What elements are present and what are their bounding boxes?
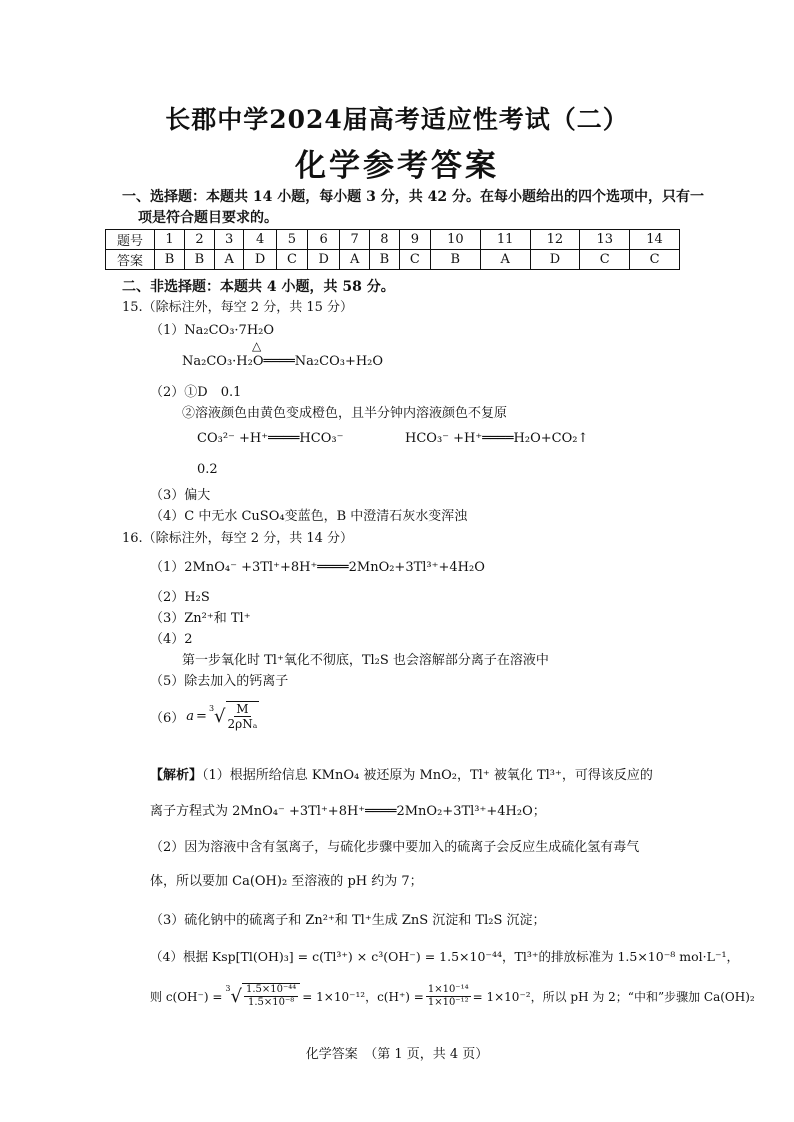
q16-part6-radicand (226, 701, 260, 731)
table-cell: 12 (530, 230, 580, 250)
q15-heat-condition: △ (252, 339, 262, 353)
q16-part6-numerator: M (236, 702, 249, 716)
analysis-calc-root-index: 3 (225, 983, 231, 993)
table-cell: 3 (214, 230, 243, 250)
table-cell: 13 (580, 230, 630, 250)
table-cell: 7 (340, 230, 369, 250)
q16-part6-root-index: 3 (208, 703, 215, 713)
exam-title: 长郡中学2024届高考适应性考试（二） (165, 105, 629, 134)
table-cell: B (184, 250, 214, 270)
table-cell: C (276, 250, 307, 270)
section2-instructions: 二、非选择题：本题共 4 小题，共 58 分。 (122, 279, 395, 295)
q16-part4-reason: 第一步氧化时 Tl⁺氧化不彻底，Tl₂S 也会溶解部分离子在溶液中 (182, 653, 549, 668)
q15-part3: （3）偏大 (150, 488, 211, 503)
analysis-calc-result1: = 1×10⁻¹²，c(H⁺) = (302, 989, 424, 1004)
section1-instructions-line2: 项是符合题目要求的。 (138, 210, 278, 226)
table-row-label: 答案 (106, 250, 155, 270)
q15-equation-b: HCO₃⁻ +H⁺════H₂O+CO₂↑ (405, 431, 589, 446)
analysis-part1-equation: 离子方程式为 2MnO₄⁻ +3Tl⁺+8H⁺════2MnO₂+3Tl³⁺+4H₂O； (150, 804, 546, 819)
table-cell: 5 (276, 230, 307, 250)
q16-part6-label: （6） (150, 710, 185, 726)
radical-icon: √ (214, 705, 226, 727)
q16-part6-denominator: 2ρNₐ (227, 717, 258, 731)
table-cell: C (630, 250, 680, 270)
q16-part3: （3）Zn²⁺和 Tl⁺ (150, 611, 251, 626)
table-cell: B (430, 250, 480, 270)
table-cell: A (340, 250, 369, 270)
q16-part6-equals: = (196, 708, 207, 724)
analysis-tag: 【解析】 (150, 768, 203, 783)
table-cell: 1 (155, 230, 185, 250)
table-cell: B (369, 250, 399, 270)
analysis-calc-den1: 1.5×10⁻⁸ (247, 997, 295, 1008)
answer-table (105, 229, 680, 270)
radical-icon: √ (230, 985, 242, 1007)
q16-header: 16.（除标注外，每空 2 分，共 14 分） (122, 531, 354, 546)
table-row-answers (106, 250, 680, 270)
table-cell: 8 (369, 230, 399, 250)
q16-part6-fraction (228, 702, 258, 731)
analysis-calc-fraction1 (244, 984, 298, 1009)
table-row-numbers (106, 230, 680, 250)
analysis-part2-cont: 体，所以要加 Ca(OH)₂ 至溶液的 pH 约为 7； (150, 874, 423, 889)
analysis-calc-fraction2 (426, 984, 471, 1009)
q15-part1: （1）Na₂CO₃·7H₂O (150, 323, 275, 338)
analysis-part3: （3）硫化钠中的硫离子和 Zn²⁺和 Tl⁺生成 ZnS 沉淀和 Tl₂S 沉淀； (150, 913, 546, 928)
table-cell: 9 (399, 230, 430, 250)
table-cell: 11 (480, 230, 530, 250)
analysis-part4-calc (150, 983, 755, 1009)
table-cell: 10 (430, 230, 480, 250)
analysis-line1 (150, 764, 653, 783)
q16-part1: （1）2MnO₄⁻ +3Tl⁺+8H⁺════2MnO₂+3Tl³⁺+4H₂O (150, 560, 485, 575)
table-cell: A (214, 250, 243, 270)
q15-header: 15.（除标注外，每空 2 分，共 15 分） (122, 300, 354, 315)
table-cell: C (399, 250, 430, 270)
section1-instructions-line1: 一、选择题：本题共 14 小题，每小题 3 分，共 42 分。在每小题给出的四个选项中，只有一 (122, 189, 704, 205)
analysis-calc-num2: 1×10⁻¹⁴ (427, 983, 469, 995)
table-cell: 14 (630, 230, 680, 250)
analysis-part2: （2）因为溶液中含有氢离子，与硫化步骤中要加入的硫离子会反应生成硫化氢有毒气 (150, 840, 640, 855)
table-cell: A (480, 250, 530, 270)
q15-part2: （2）①D 0.1 (150, 385, 242, 400)
q16-part6 (150, 701, 259, 731)
analysis-calc-prefix: 则 c(OH⁻) = (150, 989, 223, 1004)
q16-part5: （5）除去加入的钙离子 (150, 674, 289, 689)
analysis-calc-radicand (242, 983, 300, 1009)
table-cell: C (580, 250, 630, 270)
q15-value: 0.2 (197, 462, 218, 477)
analysis-part1: （1）根据所给信息 KMnO₄ 被还原为 MnO₂，Tl⁺ 被氧化 Tl³⁺，可得该反应的 (202, 768, 653, 783)
q16-part6-variable: a (186, 708, 195, 724)
table-cell: B (155, 250, 185, 270)
table-cell: D (244, 250, 276, 270)
table-cell: D (307, 250, 339, 270)
table-cell: D (530, 250, 580, 270)
table-cell: 2 (184, 230, 214, 250)
table-cell: 4 (244, 230, 276, 250)
q15-equation-a: CO₃²⁻ +H⁺════HCO₃⁻ (197, 431, 344, 446)
q15-part2-endpoint: ②溶液颜色由黄色变成橙色，且半分钟内溶液颜色不复原 (182, 406, 508, 421)
table-row-label: 题号 (106, 230, 155, 250)
analysis-calc-result2: = 1×10⁻²，所以 pH 为 2；“中和”步骤加 Ca(OH)₂ (472, 989, 755, 1004)
analysis-part4: （4）根据 Ksp[Tl(OH)₃] = c(Tl³⁺) × c³(OH⁻) = 1.5×10⁻⁴⁴，Tl³⁺的排放标准为 1.5×10⁻⁸ mol·L⁻¹， (150, 949, 740, 964)
q15-part4: （4）C 中无水 CuSO₄变蓝色，B 中澄清石灰水变浑浊 (150, 509, 468, 524)
page-footer: 化学答案 （第 1 页，共 4 页） (305, 1047, 489, 1062)
table-cell: 6 (307, 230, 339, 250)
analysis-calc-num1: 1.5×10⁻⁴⁴ (245, 984, 297, 995)
document-subtitle: 化学参考答案 (295, 148, 499, 184)
q15-part1-equation: Na₂CO₃·H₂O════Na₂CO₃+H₂O (182, 354, 384, 369)
analysis-calc-den2: 1×10⁻¹² (427, 996, 469, 1008)
q16-part4: （4）2 (150, 632, 193, 647)
q16-part2: （2）H₂S (150, 590, 210, 605)
